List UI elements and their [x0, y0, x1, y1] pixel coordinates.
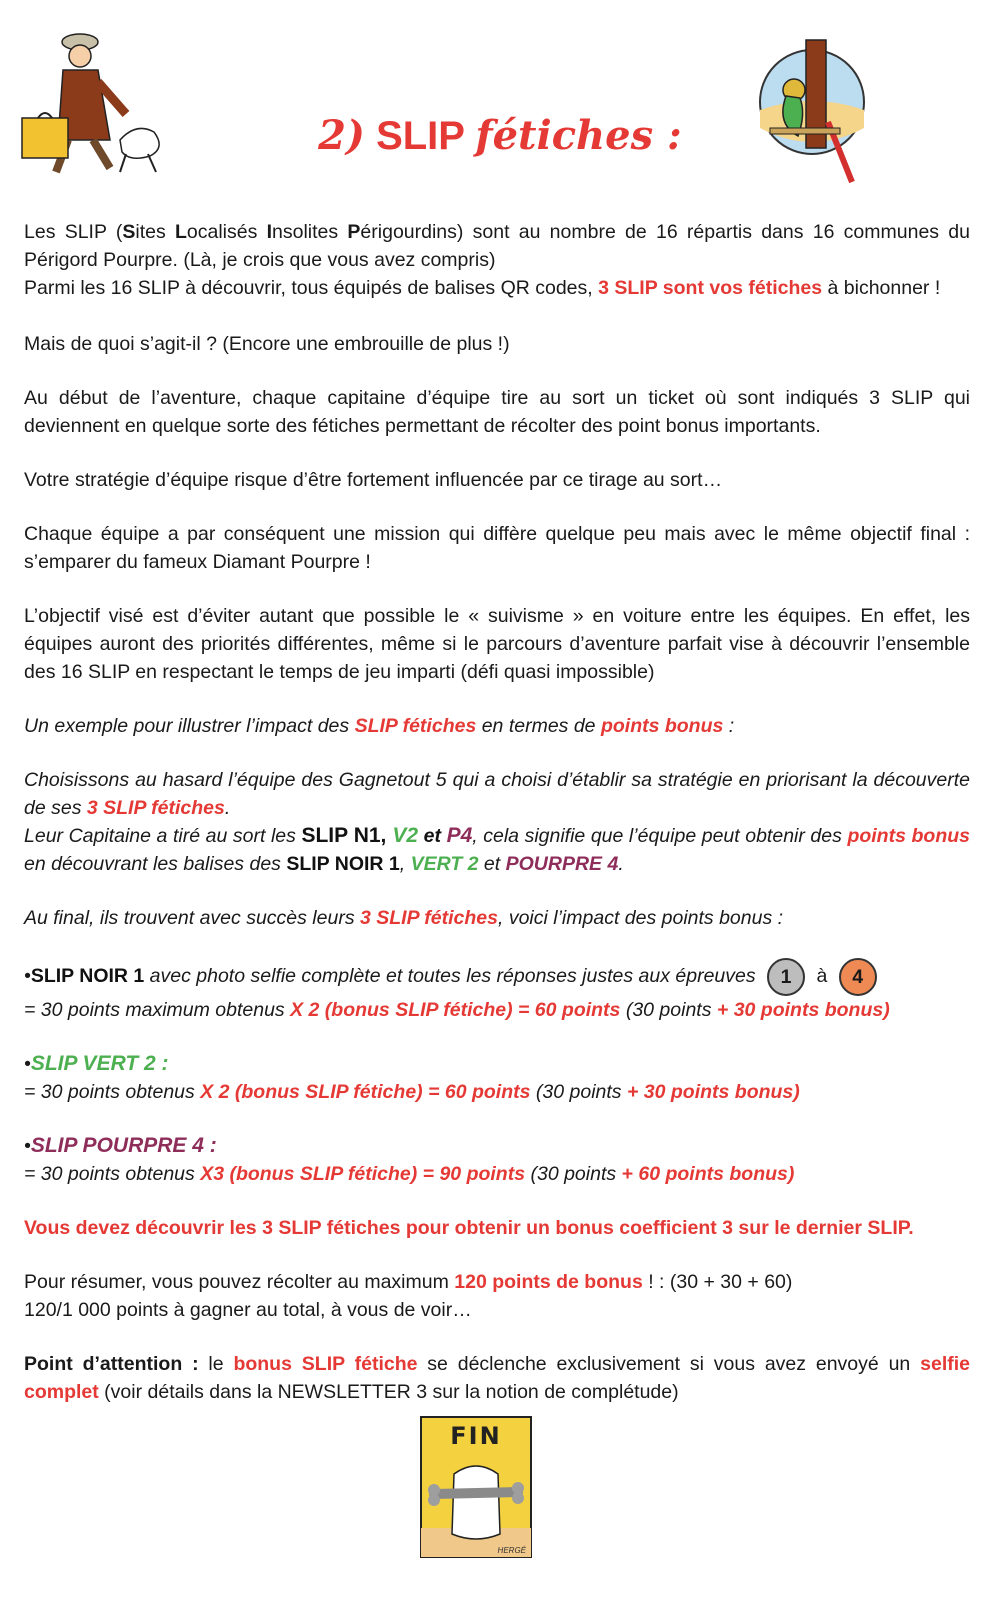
example-intro: Un exemple pour illustrer l’impact des SLIP fétiches en termes de points bonus :	[24, 715, 735, 737]
page-title: 2) SLIP fétiches :	[318, 112, 682, 159]
parrot-fetish-illustration	[754, 32, 872, 190]
fin-illustration	[420, 1416, 532, 1558]
question-paragraph: Mais de quoi s’agit-il ? (Encore une embrouille de plus !)	[24, 333, 510, 355]
example-paragraph: Choisissons au hasard l’équipe des Gagnetout 5 qui a choisi d’établir sa stratégie en priorisant la découverte de ses 3 SLIP fétiches. Leur Capitaine a tiré au sort les SLIP N1, V2 et P4, cela signifie que l’équipe peut obtenir des points bonus en découvrant les balises des SLIP NOIR 1, VERT 2 et POURPRE 4.	[24, 769, 970, 875]
attention-paragraph: Point d’attention : le bonus SLIP fétiche se déclenche exclusivement si vous avez envoyé un selfie complet (voir détails dans la NEWSLETTER 3 sur la notion de complétude)	[24, 1353, 970, 1403]
mission-paragraph: Chaque équipe a par conséquent une mission qui diffère quelque peu mais avec le même objectif final : s’emparer du fameux Diamant Pourpre !	[24, 523, 970, 573]
step-1-badge: 1	[767, 958, 805, 996]
herge-signature: HERGÉ	[497, 1546, 526, 1555]
slip-pourpre-item: •SLIP POURPRE 4 : = 30 points obtenus X3 (bonus SLIP fétiche) = 90 points (30 points + 60 points bonus)	[24, 1134, 795, 1185]
warning-text: Vous devez découvrir les 3 SLIP fétiches pour obtenir un bonus coefficient 3 sur le dernier SLIP.	[24, 1217, 914, 1239]
objective-paragraph: L’objectif visé est d’éviter autant que possible le « suivisme » en voiture entre les équipes. En effet, les équipes auront des priorités différentes, même si le parcours d’aventure parfait vise à découvrir l’ensemble des 16 SLIP en respectant le temps de jeu imparti (défi quasi impossible)	[24, 605, 970, 683]
start-paragraph: Au début de l’aventure, chaque capitaine d’équipe tire au sort un ticket où sont indiqués 3 SLIP qui deviennent en quelque sorte des fétiches permettant de récolter des point bonus importants.	[24, 387, 970, 437]
step-4-badge: 4	[839, 958, 877, 996]
slip-noir-item: •SLIP NOIR 1 avec photo selfie complète et toutes les réponses justes aux épreuves 1 à 4 = 30 points maximum obtenus X 2 (bonus SLIP fétiche) = 60 points (30 points + 30 points bonus)	[24, 958, 970, 1024]
document-body	[24, 218, 970, 1432]
strategy-paragraph: Votre stratégie d’équipe risque d’être fortement influencée par ce tirage au sort…	[24, 469, 723, 491]
result-intro: Au final, ils trouvent avec succès leurs 3 SLIP fétiches, voici l’impact des points bonus :	[24, 907, 784, 929]
fin-label: FIN	[450, 1422, 502, 1450]
intro-paragraph: Les SLIP (Sites Localisés Insolites Périgourdins) sont au nombre de 16 répartis dans 16 communes du Périgord Pourpre. (Là, je crois que vous avez compris) Parmi les 16 SLIP à découvrir, tous équipés de balises QR codes, 3 SLIP sont vos fétiches à bichonner !	[24, 221, 970, 299]
slip-vert-item: •SLIP VERT 2 : = 30 points obtenus X 2 (bonus SLIP fétiche) = 60 points (30 points + 30 points bonus)	[24, 1052, 800, 1103]
summary-paragraph: Pour résumer, vous pouvez récolter au maximum 120 points de bonus ! : (30 + 30 + 60) 120/1 000 points à gagner au total, à vous de voir…	[24, 1271, 793, 1321]
